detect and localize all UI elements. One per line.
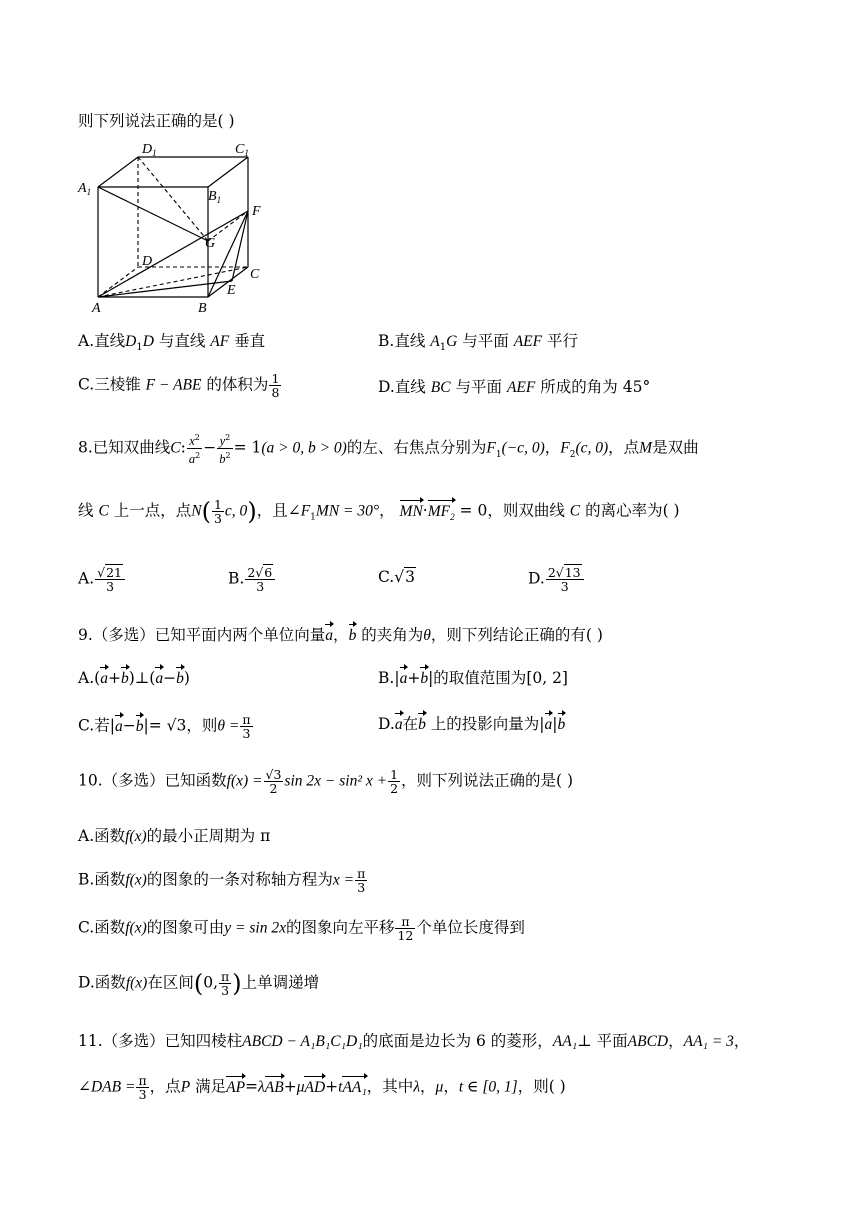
q8-option-a: A. $\frac{√21}{3}$ xyxy=(78,566,126,593)
q8-option-d: D. $\frac{2√13}{3}$ xyxy=(528,566,585,593)
label-E: E xyxy=(227,283,236,298)
q9-option-d: D.a在b 上的投影向量为|a|b xyxy=(378,713,565,736)
question-intro: 则下列说法正确的是( ) xyxy=(78,112,235,130)
q8-stem-line2: 线 C 上一点，点N( $\frac{1}{3}$ c, 0)，且$\angle F_1MN = 30^\circ$， $MN\cdot MF_2 = 0$，则双曲线 C 的离心率为( ) xyxy=(78,497,680,526)
q10-option-d: D.函数f(x)在区间(0, $\frac{\pi}{3}$ )上单调递增 xyxy=(78,969,320,998)
q9-option-c: C.若|a−b|= √3，则θ = $\frac{\pi}{3}$ xyxy=(78,712,251,741)
q10-option-c: C.函数f(x)的图象可由y = sin 2x的图象向左平移 $\frac{\pi}{12}$ 个单位长度得到 xyxy=(78,914,525,943)
q10-stem: 10.（多选）已知函数f(x) = $\frac{√3}{2}$ sin 2x − sin² x + $\frac{1}{2}$ ，则下列说法正确的是( ) xyxy=(78,767,574,796)
q10-option-b: B.函数f(x)的图象的一条对称轴方程为x = $\frac{\pi}{3}$ xyxy=(78,866,366,895)
label-F: F xyxy=(252,204,261,219)
label-D1: $D_1$ xyxy=(142,142,157,158)
q9-stem: 9.（多选）已知平面内两个单位向量a，b 的夹角为θ，则下列结论正确的有( ) xyxy=(78,624,603,647)
q11-stem-line2: ∠DAB = $\frac{\pi}{3}$ ，点P 满足AP=λAB+μAD+tAA₁，其中λ，μ，t ∈ [0, 1]，则( ) xyxy=(78,1073,566,1102)
label-G: G xyxy=(205,236,216,251)
q7-option-b: B.直线 $A_1G$ 与平面 AEF 平行 xyxy=(378,332,579,354)
cube-figure xyxy=(72,135,272,315)
q11-stem-line1: 11.（多选）已知四棱柱ABCD − A₁B₁C₁D₁的底面是边长为 6 的菱形，AA₁⊥ 平面ABCD，AA₁ = 3， xyxy=(78,1032,750,1050)
label-A: A xyxy=(92,301,101,315)
q9-option-a: A.(a+b)⊥(a−b) xyxy=(78,667,190,690)
q9-option-b: B.|a+b|的取值范围为[0, 2] xyxy=(378,667,568,690)
q8-option-b: B. $\frac{2√6}{3}$ xyxy=(228,566,276,593)
label-C: C xyxy=(250,267,260,282)
label-C1: $C_1$ xyxy=(235,142,249,158)
label-B: B xyxy=(198,301,207,315)
label-B1: $B_1$ xyxy=(208,189,222,205)
q10-option-a: A.函数f(x)的最小正周期为 π xyxy=(78,827,271,845)
fraction-1-8: $\frac{1}{8}$ xyxy=(271,371,280,400)
q8-option-c: C.√3 xyxy=(378,568,415,586)
q8-stem-line1: 8.已知双曲线C: $\frac{x^2}{a^2}$ − $\frac{y^2}{b^2}$ = 1(a > 0, b > 0)的左、右焦点分别为$F_1(-c$, 0)，$F_2(c$, 0)，点M是双曲 xyxy=(78,433,699,467)
q7-option-c: C.三棱锥 F − ABE 的体积为 $\frac{1}{8}$ xyxy=(78,371,280,400)
q7-option-a: A.直线$D_1D$ 与直线 AF 垂直 xyxy=(78,332,266,354)
label-A1: $A_1$ xyxy=(78,181,92,197)
q7-option-d: D.直线 BC 与平面 AEF 所成的角为 45° xyxy=(378,378,651,396)
label-D: D xyxy=(142,254,153,269)
